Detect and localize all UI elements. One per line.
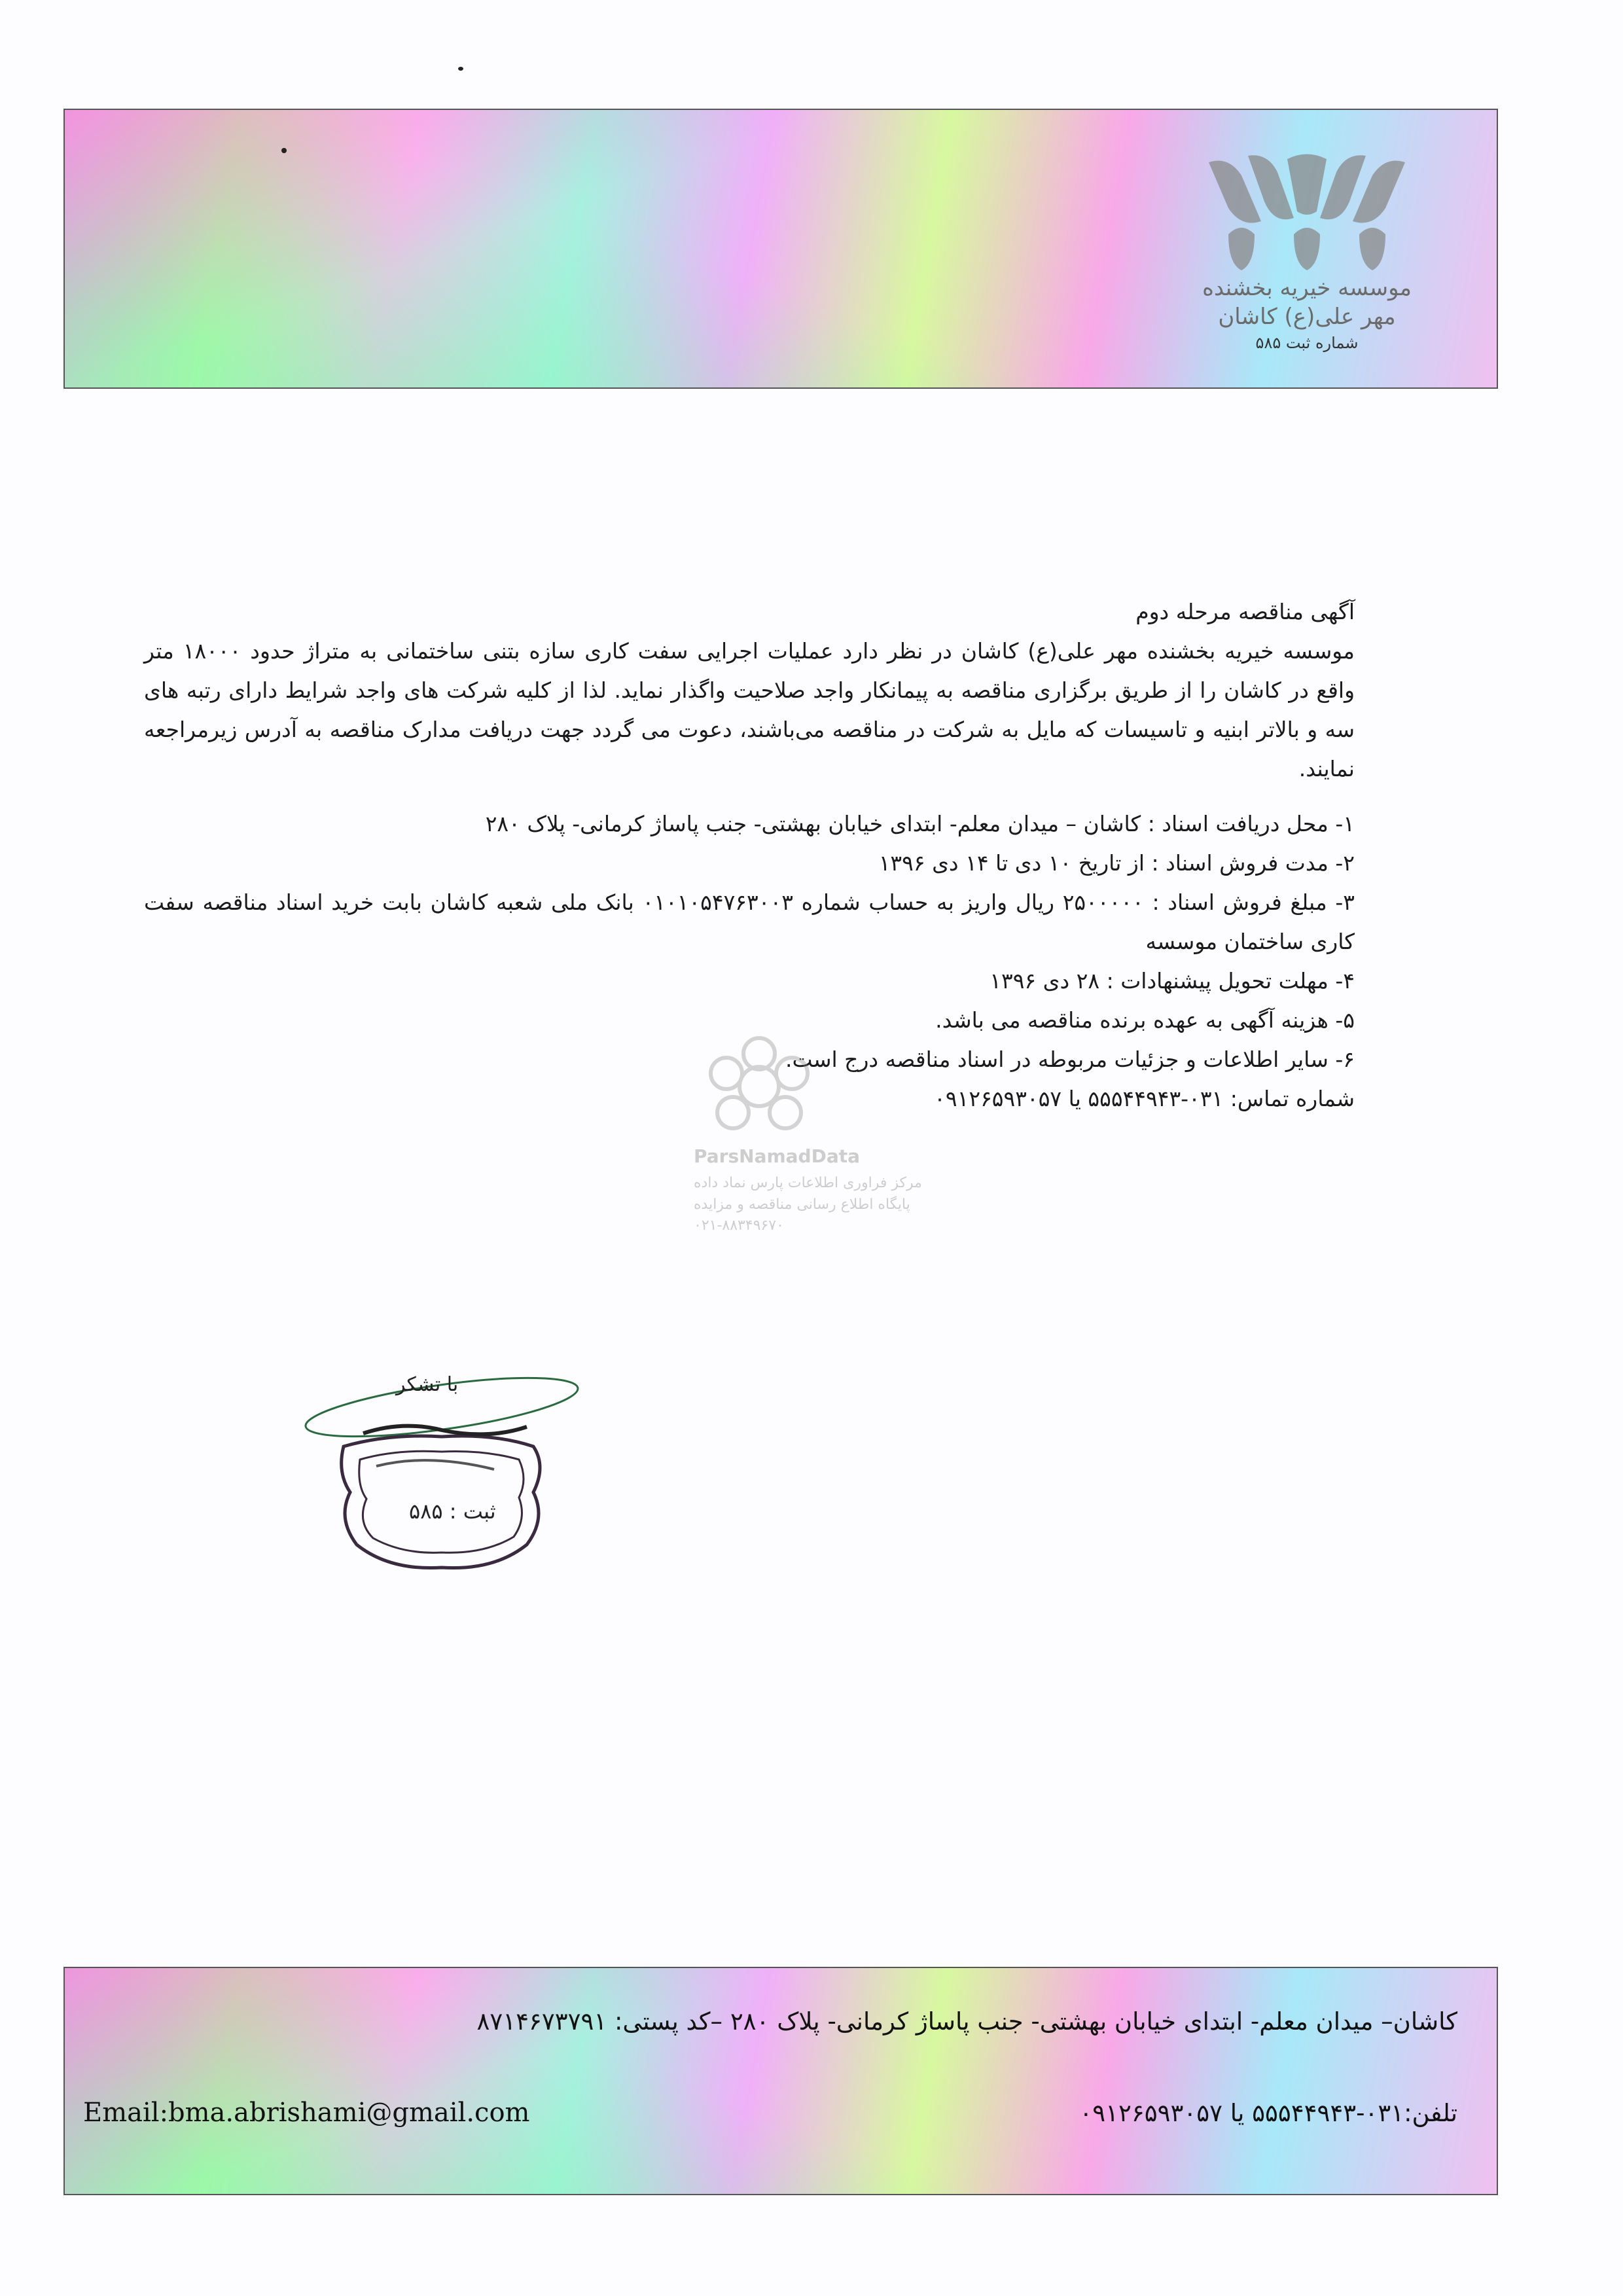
footer-address: کاشان– میدان معلم- ابتدای خیابان بهشتی- جنب پاساژ کرمانی- پلاک ۲۸۰ –کد پستی: ۸۷۱۴۶۷۳۷۹۱	[476, 2007, 1457, 2036]
parsnamad-watermark	[681, 1034, 955, 1234]
notice-item: ۵- هزینه آگهی به عهده برنده مناقصه می باشد.	[935, 1007, 1355, 1033]
watermark-brand: ParsNamadData	[694, 1145, 860, 1167]
footer-phone: تلفن:۰۳۱-۵۵۵۴۴۹۴۳ یا ۰۹۱۲۶۵۹۳۰۵۷	[1079, 2099, 1457, 2127]
logo-registration-number: شماره ثبت ۵۸۵	[1255, 334, 1359, 353]
organization-logo	[1196, 149, 1418, 352]
watermark-line1: مرکز فراوری اطلاعات پارس نماد داده	[694, 1175, 922, 1191]
notice-item: ۲- مدت فروش اسناد : از تاریخ ۱۰ دی تا ۱۴ دی ۱۳۹۶	[878, 850, 1355, 876]
footer-email[interactable]: Email:bma.abrishami@gmail.com	[83, 2098, 530, 2128]
scan-speck	[281, 148, 287, 153]
hands-emblem-icon	[1202, 149, 1412, 274]
watermark-phone: ۰۲۱-۸۸۳۴۹۶۷۰	[694, 1217, 784, 1234]
notice-item: ۴- مهلت تحویل پیشنهادات : ۲۸ دی ۱۳۹۶	[990, 968, 1355, 994]
signature-scribble-icon	[298, 1361, 586, 1604]
notice-paragraph: موسسه خیریه بخشنده مهر علی(ع) کاشان در نظر دارد عملیات اجرایی سفت کاری سازه بتنی ساختمانی به متراژ حدود ۱۸۰۰۰ متر واقع در کاشان را از طریق برگزاری مناقصه به پیمانکار واجد صلاحیت واگذار نماید. لذا از کلیه شرکت های واجد شرایط دارای رتبه های سه و بالاتر ابنیه و تاسیسات که مایل به شرکت در مناقصه می‌باشند، دعوت می گردد جهت دریافت مدارک مناقصه به آدرس زیرمراجعه نمایند.	[144, 638, 1355, 781]
scan-speck	[458, 67, 463, 71]
notice-item: ۱- محل دریافت اسناد : کاشان – میدان معلم- ابتدای خیابان بهشتی- جنب پاساژ کرمانی- پلاک ۲۸۰	[485, 811, 1355, 836]
contact-numbers: شماره تماس: ۰۳۱-۵۵۵۴۴۹۴۳ یا ۰۹۱۲۶۵۹۳۰۵۷	[934, 1086, 1355, 1111]
footer-banner	[63, 1967, 1498, 2195]
stamp-thanks-text: با تشکر	[396, 1373, 459, 1396]
flower-watermark-icon	[694, 1034, 825, 1139]
signature-stamp	[298, 1361, 586, 1604]
notice-item: ۶- سایر اطلاعات و جزئیات مربوطه در اسناد مناقصه درج است.	[785, 1047, 1355, 1072]
header-banner	[63, 109, 1498, 389]
watermark-line2: پایگاه اطلاع رسانی مناقصه و مزایده	[694, 1196, 910, 1213]
logo-organization-name: موسسه خیریه بخشنده مهر علی(ع) کاشان	[1202, 275, 1412, 331]
stamp-registration-number: ثبت : ۵۸۵	[409, 1499, 496, 1524]
notice-heading: آگهی مناقصه مرحله دوم	[1135, 599, 1355, 624]
notice-item: ۳- مبلغ فروش اسناد : ۲۵۰۰۰۰۰ ریال واریز به حساب شماره ۰۱۰۱۰۵۴۷۶۳۰۰۳ بانک ملی شعبه کاشان بابت خرید اسناد مناقصه سفت کاری ساختمان موسسه	[144, 889, 1355, 954]
